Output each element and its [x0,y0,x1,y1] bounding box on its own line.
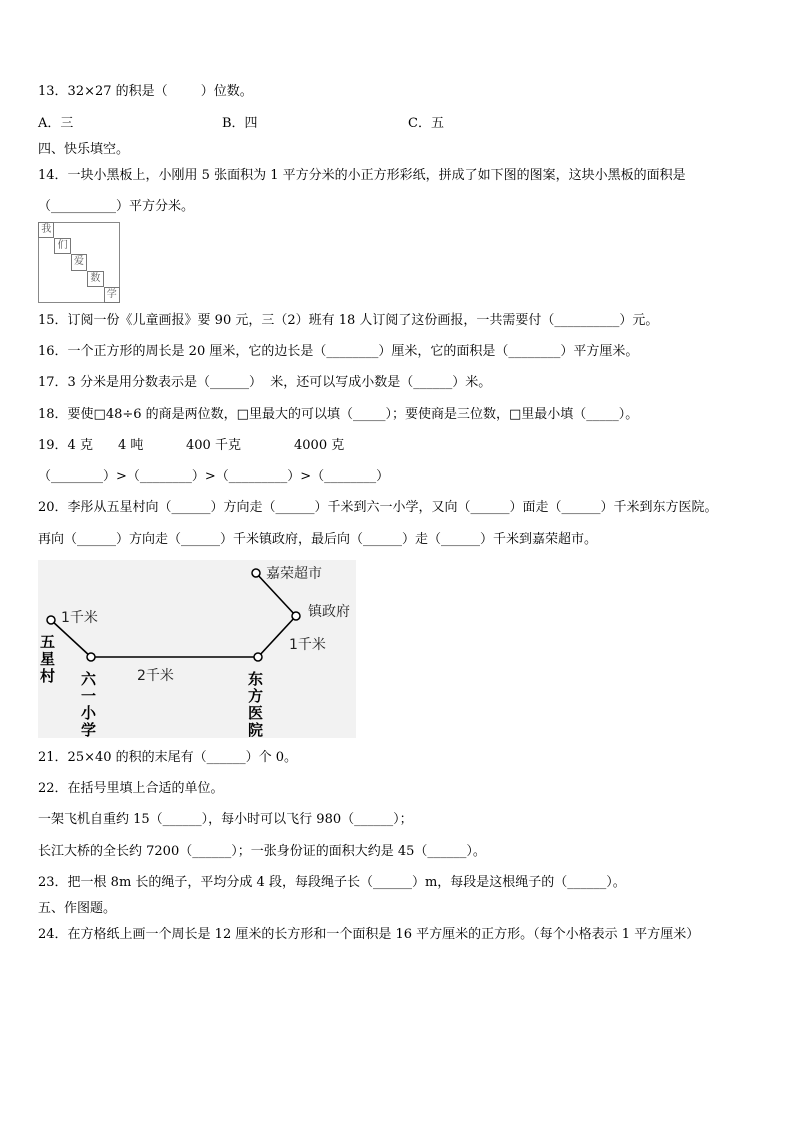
q16-text: 16．一个正方形的周长是 20 厘米，它的边长是（________）厘米，它的面积是（________）平方厘米。 [38,344,639,359]
q19-item-2: 4 吨 [118,438,144,453]
hospital-label-char: 东 [248,670,264,688]
route-map [38,560,356,738]
q23-text: 23．把一根 8m 长的绳子，平均分成 4 段，每段绳子长（______）m，每段是这根绳子的（______）。 [38,875,626,890]
hospital-label-char: 医 [248,704,264,722]
q24-text: 24．在方格纸上画一个周长是 12 厘米的长方形和一个面积是 16 平方厘米的正方形。（每个小格表示 1 平方厘米） [38,927,700,942]
q20-line2: 再向（______）方向走（______）千米镇政府，最后向（______）走（______）千米到嘉荣超市。 [38,532,598,547]
q19-item-4: 4000 克 [294,438,345,453]
village-label-char: 星 [40,650,56,668]
section-4-heading: 四、快乐填空。 [38,142,130,157]
school-label-char: 学 [81,721,97,738]
route-map-figure [38,560,356,738]
pattern-cell: 们 [54,238,70,254]
distance-village-label: 1千米 [61,610,98,626]
distance-government-label: 1千米 [289,637,326,653]
pattern-cell: 我 [38,222,54,238]
q19-item-1: 19．4 克 [38,438,93,453]
village-label-char: 村 [40,667,56,685]
q22-line2: 长江大桥的全长约 7200（______）；一张身份证的面积大约是 45（______）。 [38,844,486,859]
government-point [292,612,300,620]
q18-text: 18．要使□48÷6 的商是两位数，□里最大的可以填（_____）；要使商是三位数，□里最小填（_____）。 [38,407,639,422]
section-5-heading: 五、作图题。 [38,901,117,916]
school-label-char: 六 [81,670,97,688]
q13-text: 13．32×27 的积是（ ）位数。 [38,84,253,99]
q22-line1: 一架飞机自重约 15（______），每小时可以飞行 980（______）； [38,812,413,827]
q19-item-3: 400 千克 [186,438,241,453]
q13-option-c: C．五 [408,116,444,131]
hospital-label-char: 院 [248,721,264,738]
government-label: 镇政府 [308,604,350,620]
q14-line1: 14．一块小黑板上，小刚用 5 张面积为 1 平方分米的小正方形彩纸，拼成了如下图的图案，这块小黑板的面积是 [38,168,686,183]
school-label-char: 一 [81,687,97,705]
village-label-char: 五 [40,633,56,651]
q21-text: 21．25×40 的积的末尾有（______）个 0。 [38,750,298,765]
supermarket-point [252,569,260,577]
village-point [47,616,55,624]
pattern-cell: 爱 [71,254,87,270]
school-label-char: 小 [81,704,97,722]
supermarket-label: 嘉荣超市 [266,566,322,582]
school-point [87,653,95,661]
q14-line2: （__________）平方分米。 [38,199,195,214]
q22-title: 22．在括号里填上合适的单位。 [38,781,224,796]
pattern-cell: 数 [87,271,103,287]
pattern-cell: 学 [104,287,120,303]
q20-line1: 20．李彤从五星村向（______）方向走（______）千米到六一小学，又向（______）面走（______）千米到东方医院。 [38,500,718,515]
hospital-point [254,653,262,661]
distance-middle-label: 2千米 [137,668,174,684]
q13-option-b: B．四 [222,116,258,131]
hospital-label-char: 方 [248,687,264,705]
q19-blanks: （________）>（________）>（_________）>（________） [38,469,390,484]
q17-text: 17．3 分米是用分数表示是（______） 米，还可以写成小数是（______）米。 [38,375,492,390]
q13-option-a: A．三 [38,116,74,131]
square-pattern-figure [38,222,120,303]
q15-text: 15．订阅一份《儿童画报》要 90 元，三（2）班有 18 人订阅了这份画报，一共需要付（__________）元。 [38,313,659,328]
